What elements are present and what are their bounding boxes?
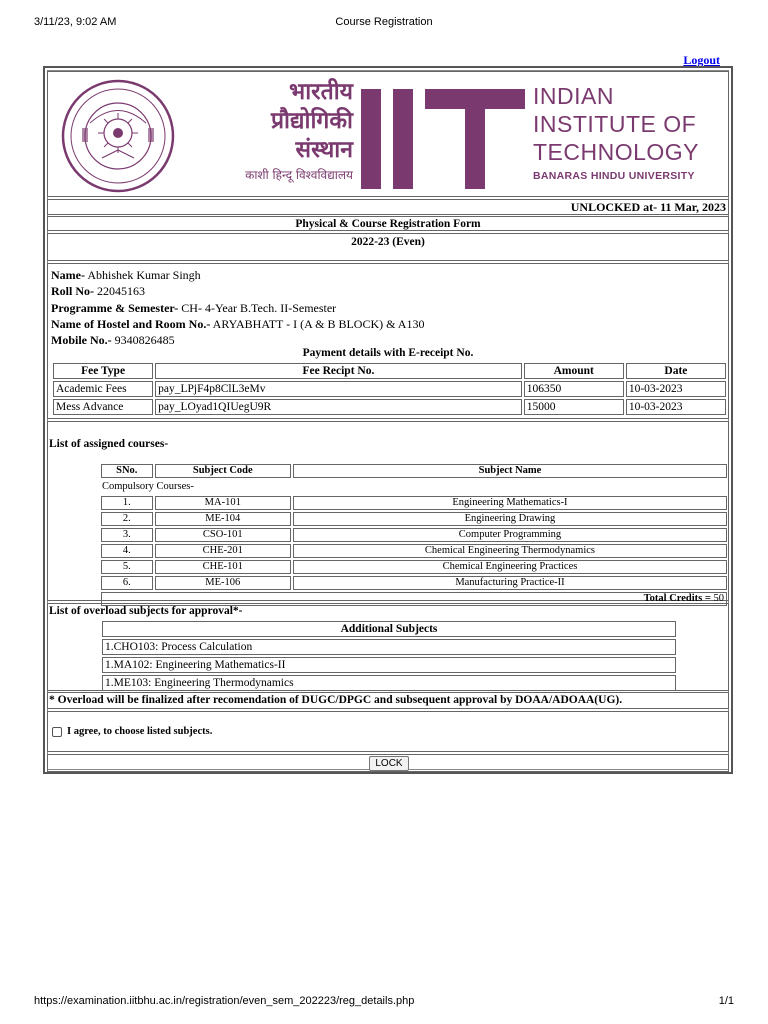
courses-header-row: [101, 464, 727, 478]
col-subject-name: Subject Name: [293, 464, 727, 478]
english-line-1: INDIAN: [533, 83, 614, 109]
overload-note: * Overload will be finalized after recomendation of DUGC/DPGC and subsequent approval by DOAA/ADOAA(UG).: [47, 692, 729, 709]
additional-subjects-table: [100, 619, 678, 693]
institute-name-english: [533, 82, 699, 182]
additional-header-row: Additional Subjects: [102, 621, 676, 637]
print-datetime: 3/11/23, 9:02 AM: [34, 16, 117, 28]
table-row: 3. CSO-101 Computer Programming: [101, 528, 727, 542]
agree-label: I agree, to choose listed subjects.: [67, 726, 213, 737]
print-footer: [34, 995, 734, 1009]
hostel-row: Name of Hostel and Room No.- ARYABHATT - I (A & B BLOCK) & A130: [51, 316, 425, 331]
print-title: Course Registration: [335, 16, 433, 28]
courses-heading: List of assigned courses-: [49, 438, 169, 450]
courses-table: [99, 462, 729, 608]
total-credits-row: Total Credits = 50: [101, 592, 727, 606]
mobile-value: 9340826485: [114, 333, 175, 348]
list-item: 1.MA102: Engineering Mathematics-II: [102, 657, 676, 673]
print-header: [34, 16, 734, 30]
english-university: BANARAS HINDU UNIVERSITY: [533, 170, 695, 182]
english-line-3: TECHNOLOGY: [533, 139, 700, 165]
university-name-hindi: काशी हिन्दू विश्वविद्यालय: [245, 168, 353, 182]
agree-checkbox[interactable]: [52, 727, 62, 737]
assigned-courses-section: [47, 421, 729, 604]
col-amount: Amount: [524, 363, 624, 379]
table-row: 5. CHE-101 Chemical Engineering Practices: [101, 560, 727, 574]
print-url: https://examination.iitbhu.ac.in/registration/even_sem_202223/reg_details.php: [34, 995, 415, 1007]
payment-title: Payment details with E-receipt No.: [302, 347, 474, 359]
hostel-value: ARYABHATT - I (A & B BLOCK) & A130: [212, 316, 425, 331]
overload-section: [47, 603, 729, 691]
session-label: 2022-23 (Even): [47, 233, 729, 261]
table-row: 2. ME-104 Engineering Drawing: [101, 512, 727, 526]
hindi-line-2: प्रौद्योगिकी: [270, 108, 353, 134]
list-item: 1.CHO103: Process Calculation: [102, 639, 676, 655]
table-row: 1. MA-101 Engineering Mathematics-I: [101, 496, 727, 510]
logout-link[interactable]: Logout: [683, 53, 720, 67]
col-fee-receipt: Fee Recipt No.: [155, 363, 522, 379]
payment-table: [51, 361, 728, 417]
unlocked-status: UNLOCKED at- 11 Mar, 2023: [47, 199, 729, 215]
course-group-row: Compulsory Courses-: [102, 481, 194, 492]
col-date: Date: [626, 363, 726, 379]
mobile-row: Mobile No.- 9340826485: [51, 333, 175, 348]
payment-header-row: [53, 363, 726, 379]
roll-row: Roll No- 22045163: [51, 284, 145, 299]
total-credits-value: 50: [713, 593, 724, 604]
programme-row: Programme & Semester- CH- 4-Year B.Tech. II-Semester: [51, 300, 337, 315]
iit-letters-logo: [361, 89, 525, 189]
list-item: 1.ME103: Engineering Thermodynamics: [102, 675, 676, 691]
form-title: Physical & Course Registration Form: [47, 216, 729, 231]
institute-name-hindi: [208, 78, 353, 165]
institute-banner: [47, 71, 729, 197]
print-page-number: 1/1: [718, 995, 734, 1007]
institute-seal-logo: [60, 78, 176, 194]
table-row: Mess Advance pay_LOyad1QIUegU9R 15000 10-03-2023: [53, 399, 726, 415]
hindi-line-3: संस्थान: [295, 137, 353, 163]
table-row: Academic Fees pay_LPjF4p8ClL3eMv 106350 10-03-2023: [53, 381, 726, 397]
table-row: 6. ME-106 Manufacturing Practice-II: [101, 576, 727, 590]
col-sno: SNo.: [101, 464, 153, 478]
col-fee-type: Fee Type: [53, 363, 153, 379]
name-row: Name- Abhishek Kumar Singh: [51, 268, 201, 282]
table-row: 4. CHE-201 Chemical Engineering Thermodynamics: [101, 544, 727, 558]
english-line-2: INSTITUTE OF: [533, 111, 697, 137]
overload-heading: List of overload subjects for approval*-: [49, 605, 243, 617]
col-subject-code: Subject Code: [155, 464, 291, 478]
programme-value: CH- 4-Year B.Tech. II-Semester: [181, 300, 337, 315]
lock-bar: [47, 754, 729, 772]
roll-number: 22045163: [97, 284, 145, 299]
agree-section: [47, 711, 729, 752]
lock-button[interactable]: LOCK: [369, 756, 409, 771]
student-name: Abhishek Kumar Singh: [87, 268, 201, 282]
student-info: [51, 267, 424, 348]
student-details-section: [47, 263, 729, 419]
hindi-line-1: भारतीय: [289, 79, 353, 105]
